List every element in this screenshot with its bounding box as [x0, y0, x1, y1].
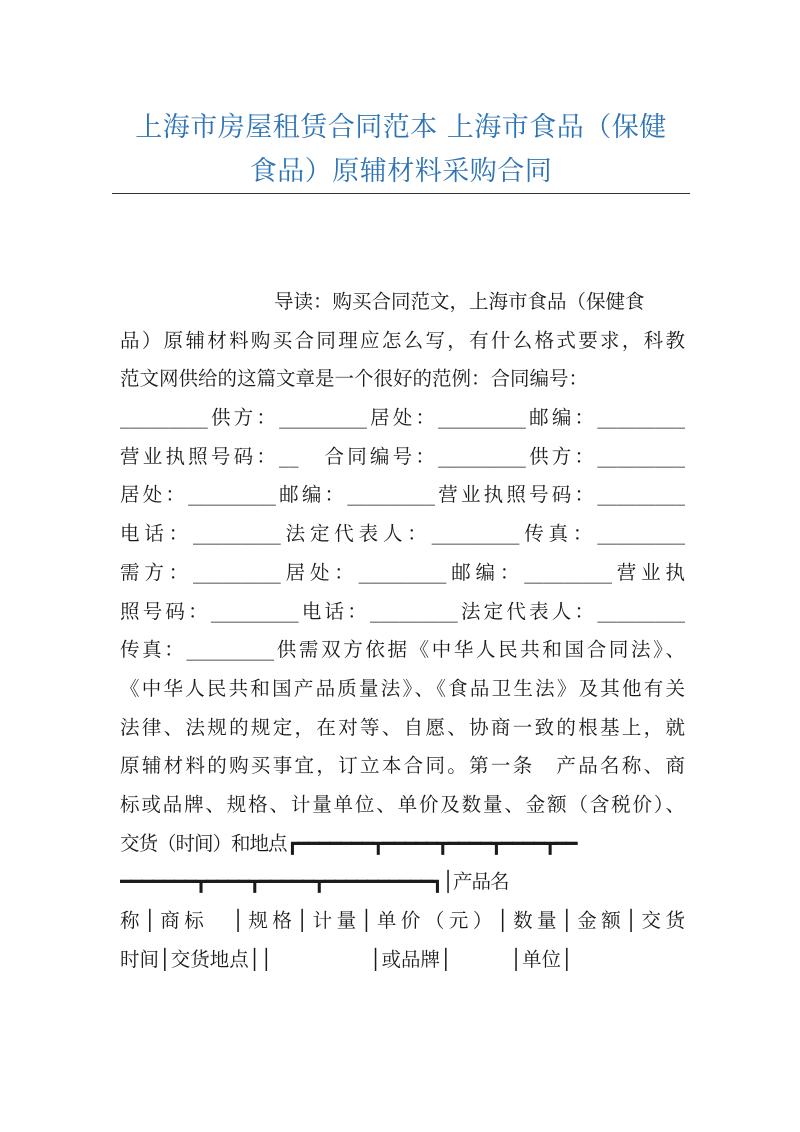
table-header-line: 时间│交货地点││ │或品牌│ │单位│	[120, 947, 573, 971]
body-line: 《中华人民共和国产品质量法》、《食品卫生法》及其他有关	[120, 676, 685, 700]
body-line: 法律、法规的规定，在对等、自愿、协商一致的根基上，就	[120, 715, 685, 739]
body-line: 电话：_________法定代表人：_________传真：_________	[120, 522, 685, 546]
body-line: 营业执照号码：__ 合同编号：_________供方：_________	[120, 444, 685, 468]
body-line: 范文网供给的这篇文章是一个很好的范例：合同编号：	[120, 367, 589, 391]
body-line: 导读：购买合同范文，上海市食品（保健食	[274, 290, 645, 313]
body-line: _________供方：_________居处：_________邮编：_________	[120, 406, 685, 430]
table-header-line: 称│商标 │规格│计量│单价（元）│数量│金额│交货	[120, 909, 685, 932]
body-line: 原辅材料的购买事宜，订立本合同。第一条 产品名称、商	[120, 754, 685, 778]
body-line: 照号码：_________电话：_________法定代表人：_________	[120, 599, 685, 623]
table-border-line: 交货（时间）和地点┏━━━━━━━┳━━━━━┳━━━━┳━━━━┳━━	[120, 831, 577, 855]
body-line: 需方：_________居处：_________邮编：_________营业执	[120, 560, 685, 584]
body-line: 品）原辅材料购买合同理应怎么写，有什么格式要求，科教	[120, 328, 685, 352]
title-line-2: 食品）原辅材料采购合同	[249, 156, 553, 187]
body-line: 标或品牌、规格、计量单位、单价及数量、金额（含税价）、	[120, 792, 685, 816]
title-divider	[112, 193, 690, 194]
title-line-1: 上海市房屋租赁合同范本 上海市食品（保健	[135, 112, 667, 143]
table-border-line: ━━━━━━━┳━━━━┳━━━━━┳━━━━━━━━━━┓│产品名	[120, 870, 509, 894]
contract-body	[120, 283, 685, 979]
document-title	[112, 106, 690, 194]
body-line: 传真：_________供需双方依据《中华人民共和国合同法》、	[120, 638, 685, 662]
body-line: 居处：_________邮编：_________营业执照号码：_________	[120, 483, 685, 507]
